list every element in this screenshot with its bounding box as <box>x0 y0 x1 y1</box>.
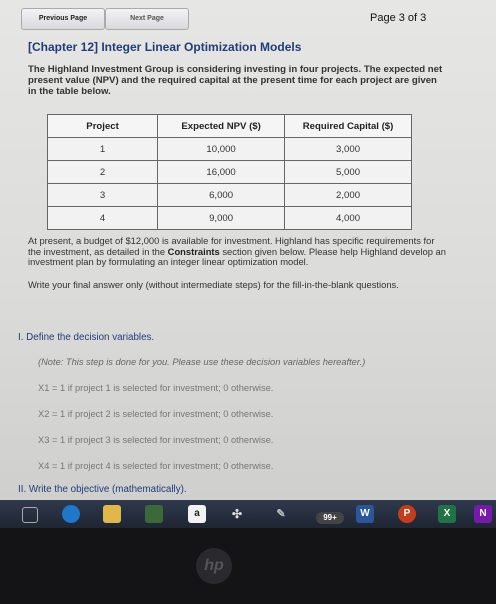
cell-project: 1 <box>48 138 158 161</box>
budget-text-1: At present, a budget of $12,000 is available for investment. Highland has specific requirements for the investment, as detailed in the <box>28 235 435 257</box>
cell-project: 2 <box>48 161 158 184</box>
table-row <box>48 207 412 230</box>
intro-paragraph: The Highland Investment Group is considering investing in four projects. The expected net present value (NPV) and the required capital at the present time for each project are given in the table below. <box>28 64 443 97</box>
cell-capital: 4,000 <box>285 207 412 230</box>
table-header-row <box>48 115 412 138</box>
column-header-project: Project <box>48 115 158 138</box>
amazon-icon[interactable]: a <box>188 505 206 523</box>
decision-variable-3: X3 = 1 if project 3 is selected for investment; 0 otherwise. <box>38 435 274 445</box>
page-title: [Chapter 12] Integer Linear Optimization Models <box>28 40 302 54</box>
constraints-emphasis: Constraints <box>167 245 220 257</box>
instructions-block <box>28 236 448 290</box>
previous-page-button[interactable]: Previous Page <box>21 8 105 30</box>
column-header-npv: Expected NPV ($) <box>158 115 285 138</box>
budget-text-2: section given below. Please help Highland develop an investment plan by formulating an integer linear optimization model. <box>28 245 446 267</box>
folder-icon[interactable] <box>103 505 121 523</box>
decision-variable-2: X2 = 1 if project 2 is selected for investment; 0 otherwise. <box>38 409 274 419</box>
cell-project: 3 <box>48 184 158 207</box>
cell-npv: 16,000 <box>158 161 285 184</box>
task-view-icon[interactable] <box>22 507 38 523</box>
budget-paragraph <box>28 236 448 268</box>
onenote-icon[interactable]: N <box>474 505 492 523</box>
excel-icon[interactable]: X <box>438 505 456 523</box>
hp-logo: hp <box>196 548 232 584</box>
column-header-capital: Required Capital ($) <box>285 115 412 138</box>
section-heading-1: I. Define the decision variables. <box>18 332 155 343</box>
next-page-button[interactable]: Next Page <box>105 8 189 30</box>
powerpoint-icon[interactable]: P <box>398 505 416 523</box>
cell-npv: 9,000 <box>158 207 285 230</box>
dropbox-icon[interactable]: ✣ <box>231 507 243 521</box>
note-text: (Note: This step is done for you. Please use these decision variables hereafter.) <box>38 357 366 367</box>
page-indicator: Page 3 of 3 <box>370 12 427 24</box>
question-content <box>28 40 448 97</box>
table-row <box>48 184 412 207</box>
laptop-bezel <box>0 528 496 604</box>
feather-icon[interactable]: ✎ <box>276 508 286 520</box>
cell-npv: 10,000 <box>158 138 285 161</box>
decision-variable-4: X4 = 1 if project 4 is selected for investment; 0 otherwise. <box>38 461 274 471</box>
cell-capital: 3,000 <box>285 138 412 161</box>
cell-capital: 2,000 <box>285 184 412 207</box>
cell-npv: 6,000 <box>158 184 285 207</box>
store-icon[interactable] <box>145 505 163 523</box>
cell-capital: 5,000 <box>285 161 412 184</box>
instruction-paragraph: Write your final answer only (without intermediate steps) for the fill-in-the-blank questions. <box>28 278 399 290</box>
taskbar <box>0 500 496 528</box>
project-table <box>47 114 412 230</box>
table-row <box>48 138 412 161</box>
cell-project: 4 <box>48 207 158 230</box>
decision-variable-1: X1 = 1 if project 1 is selected for investment; 0 otherwise. <box>38 383 274 393</box>
notification-badge[interactable]: 99+ <box>316 512 344 524</box>
word-icon[interactable]: W <box>356 505 374 523</box>
table-row <box>48 161 412 184</box>
browser-icon[interactable] <box>62 505 80 523</box>
top-navigation-bar <box>0 0 496 34</box>
section-heading-2: II. Write the objective (mathematically). <box>18 484 187 495</box>
